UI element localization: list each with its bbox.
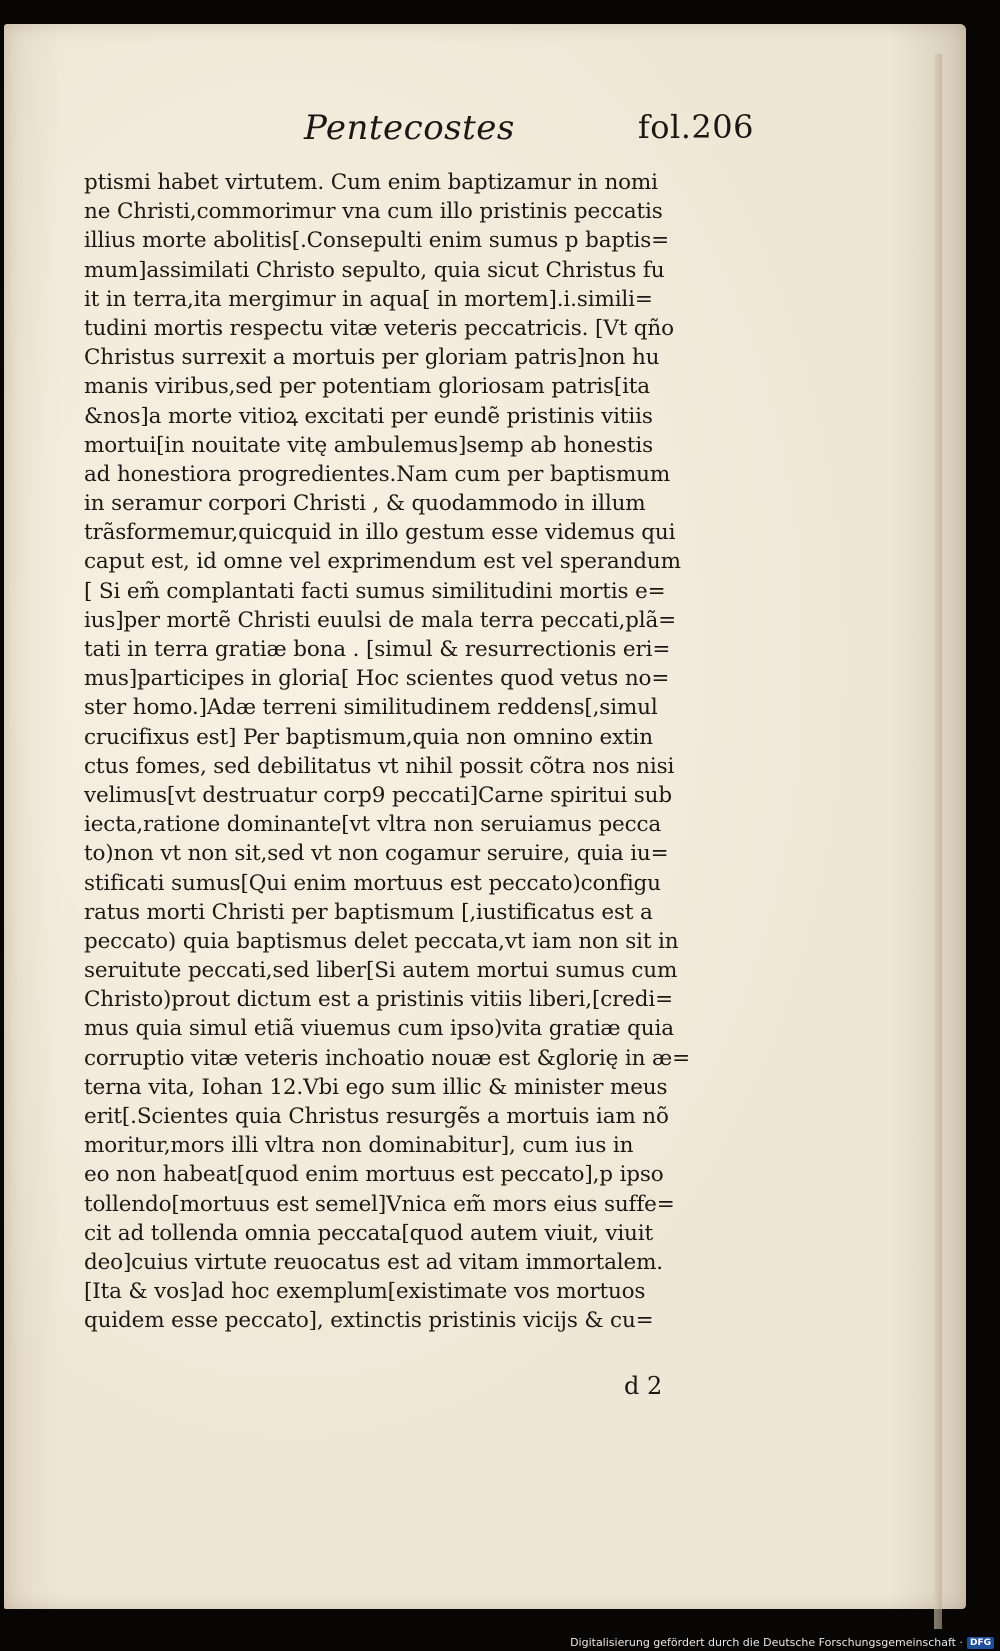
text-line: &nos]a morte vitioꝝ excitati per eundẽ pristinis vitiis bbox=[84, 403, 653, 429]
text-line: tudini mortis respectu vitæ veteris peccatricis. [Vt qño bbox=[84, 315, 674, 341]
text-line: crucifixus est] Per baptismum,quia non omnino extin bbox=[84, 724, 653, 750]
page-header bbox=[300, 108, 770, 158]
text-line: seruitute peccati,sed liber[Si autem mortui sumus cum bbox=[84, 958, 678, 984]
digitization-credit bbox=[570, 1636, 994, 1649]
text-line: velimus[vt destruatur corp9 peccati]Carne spiritui sub bbox=[84, 782, 672, 808]
text-line: it in terra,ita mergimur in aqua[ in mortem].i.simili= bbox=[84, 286, 653, 312]
running-title: Pentecostes bbox=[304, 108, 515, 148]
text-line: quidem esse peccato], extinctis pristinis vicijs & cu= bbox=[84, 1308, 654, 1334]
text-line: ptismi habet virtutem. Cum enim baptizamur in nomi bbox=[84, 170, 658, 195]
text-line: illius morte abolitis[.Consepulti enim sumus p baptis= bbox=[84, 228, 669, 254]
text-line: ad honestiora progredientes.Nam cum per baptismum bbox=[84, 461, 671, 487]
text-line: cit ad tollenda omnia peccata[quod autem viuit, viuit bbox=[84, 1220, 653, 1246]
page-edge bbox=[934, 54, 942, 1629]
text-line: iecta,ratione dominante[vt vltra non seruiamus pecca bbox=[84, 812, 662, 838]
text-line: ius]per mortẽ Christi euulsi de mala terra peccati,plã= bbox=[84, 607, 677, 633]
credit-text: Digitalisierung gefördert durch die Deutsche Forschungsgemeinschaft · bbox=[570, 1636, 963, 1649]
text-line: ne Christi,commorimur vna cum illo pristinis peccatis bbox=[84, 199, 663, 225]
text-line: Christo)prout dictum est a pristinis vitiis liberi,[credi= bbox=[84, 987, 673, 1013]
text-line: [Ita & vos]ad hoc exemplum[existimate vos mortuos bbox=[84, 1279, 646, 1305]
text-line: tati in terra gratiæ bona . [simul & resurrectionis eri= bbox=[84, 637, 671, 662]
text-line: eo non habeat[quod enim mortuus est peccato],p ipso bbox=[84, 1162, 664, 1188]
signature-mark: d 2 bbox=[624, 1372, 663, 1400]
text-line: peccato) quia baptismus delet peccata,vt iam non sit in bbox=[84, 928, 679, 954]
text-line: erit[.Scientes quia Christus resurgẽs a mortuis iam nõ bbox=[84, 1104, 669, 1129]
text-line: ster homo.]Adæ terreni similitudinem reddens[,simul bbox=[84, 695, 658, 721]
text-line: stificati sumus[Qui enim mortuus est peccato)configu bbox=[84, 870, 661, 896]
text-line: corruptio vitæ veteris inchoatio nouæ est &glorię in æ= bbox=[84, 1045, 690, 1071]
text-line: trãsformemur,quicquid in illo gestum esse videmus qui bbox=[84, 520, 676, 546]
folio-number: fol.206 bbox=[637, 108, 754, 146]
text-line: [ Si em̃ complantati facti sumus similitudini mortis e= bbox=[84, 578, 666, 604]
text-line: deo]cuius virtute reuocatus est ad vitam immortalem. bbox=[84, 1249, 663, 1275]
text-line: mum]assimilati Christo sepulto, quia sicut Christus fu bbox=[84, 257, 665, 283]
text-line: mortui[in nouitate vitę ambulemus]semp ab honestis bbox=[84, 432, 653, 458]
text-line: ctus fomes, sed debilitatus vt nihil possit cõtra nos nisi bbox=[84, 753, 675, 779]
body-text bbox=[84, 168, 760, 1336]
text-line: to)non vt non sit,sed vt non cogamur seruire, quia iu= bbox=[84, 841, 669, 867]
text-line: tollendo[mortuus est semel]Vnica em̃ mors eius suffe= bbox=[84, 1191, 675, 1217]
text-line: manis viribus,sed per potentiam gloriosam patris[ita bbox=[84, 374, 650, 400]
dfg-logo: DFG bbox=[967, 1637, 994, 1649]
text-line: in seramur corpori Christi , & quodammodo in illum bbox=[84, 491, 646, 517]
text-line: Christus surrexit a mortuis per gloriam patris]non hu bbox=[84, 345, 660, 371]
text-line: terna vita, Iohan 12.Vbi ego sum illic & minister meus bbox=[84, 1074, 668, 1100]
text-line: moritur,mors illi vltra non dominabitur], cum ius in bbox=[84, 1133, 634, 1159]
text-line: caput est, id omne vel exprimendum est vel sperandum bbox=[84, 549, 681, 575]
text-line: ratus morti Christi per baptismum [,iustificatus est a bbox=[84, 899, 653, 925]
text-line: mus]participes in gloria[ Hoc scientes quod vetus no= bbox=[84, 666, 670, 692]
text-line: mus quia simul etiã viuemus cum ipso)vita gratiæ quia bbox=[84, 1016, 674, 1042]
